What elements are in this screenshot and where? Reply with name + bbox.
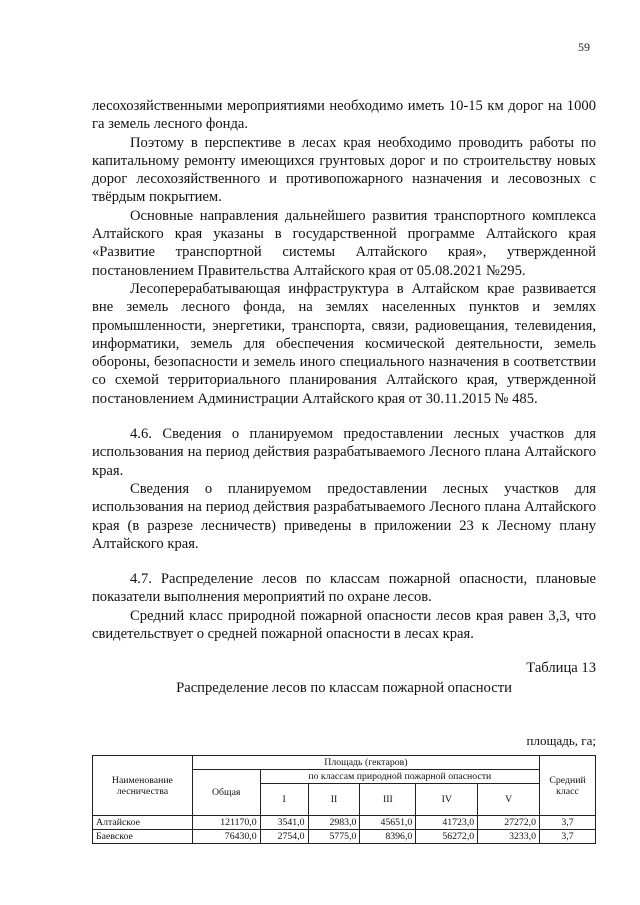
header-class-1: I	[260, 784, 308, 816]
row-class-4: 56272,0	[416, 830, 478, 844]
header-avg-class: Средний класс	[540, 756, 596, 816]
paragraph-processing-infrastructure: Лесоперерабатывающая инфраструктура в Алтайском крае развивается вне земель лесного фонда, на землях населенных пунктов и землях промышленности, энергетики, транспорта, связи, радиовещания, телевидения, информатики, земель для обеспечения космической деятельности, земель обороны, безопасности и земель иного специального назначения в соответствии со схемой территориального планирования Алтайского края, утвержденной постановлением Администрации Алтайского края от 30.11.2015 № 485.	[92, 280, 596, 407]
fire-class-table	[92, 755, 596, 844]
table-title: Распределение лесов по классам пожарной опасности	[176, 680, 512, 697]
document-body	[92, 97, 596, 844]
row-class-5: 27272,0	[478, 816, 540, 830]
row-class-1: 2754,0	[260, 830, 308, 844]
header-class-4: IV	[416, 784, 478, 816]
section-heading-4-7: 4.7. Распределение лесов по классам пожарной опасности, плановые показатели выполнения мероприятий по охране лесов.	[92, 571, 596, 606]
section-heading-4-6: 4.6. Сведения о планируемом предоставлении лесных участков для использования на период действия разрабатываемого Лесного плана Алтайского края.	[92, 426, 596, 479]
row-name: Баевское	[93, 830, 193, 844]
row-class-3: 45651,0	[360, 816, 416, 830]
row-class-5: 3233,0	[478, 830, 540, 844]
row-total: 121170,0	[192, 816, 260, 830]
row-total: 76430,0	[192, 830, 260, 844]
table-row	[93, 816, 596, 830]
table-header-row-1	[93, 756, 596, 770]
row-avg-class: 3,7	[540, 816, 596, 830]
header-class-2: II	[308, 784, 360, 816]
row-avg-class: 3,7	[540, 830, 596, 844]
table-row	[93, 830, 596, 844]
paragraph-land-plots: Сведения о планируемом предоставлении лесных участков для использования на период действия разрабатываемого Лесного плана Алтайского края (в разрезе лесничеств) приведены в приложении 23 к Лесному плану Алтайского края.	[92, 480, 596, 552]
header-total: Общая	[192, 770, 260, 816]
row-name: Алтайское	[93, 816, 193, 830]
header-class-5: V	[478, 784, 540, 816]
paragraph-fire-class: Средний класс природной пожарной опасности лесов края равен 3,3, что свидетельствует о средней пожарной опасности в лесах края.	[92, 607, 596, 643]
row-class-2: 2983,0	[308, 816, 360, 830]
table-label: Таблица 13	[526, 660, 596, 677]
paragraph-roads-continued: лесохозяйственными мероприятиями необходимо иметь 10-15 км дорог на 1000 га земель лесного фонда.	[92, 98, 596, 133]
header-name: Наименование лесничества	[93, 756, 193, 816]
header-class-3: III	[360, 784, 416, 816]
header-by-class: по классам природной пожарной опасности	[260, 770, 539, 784]
row-class-3: 8396,0	[360, 830, 416, 844]
page-number: 59	[578, 40, 590, 54]
header-area: Площадь (гектаров)	[192, 756, 539, 770]
paragraph-transport-program: Основные направления дальнейшего развития транспортного комплекса Алтайского края указаны в государственной программе Алтайского края «Развитие транспортной системы Алтайского края», утвержденной постановлением Правительства Алтайского края от 05.08.2021 №295.	[92, 207, 596, 279]
table-units: площадь, га;	[526, 733, 596, 749]
row-class-2: 5775,0	[308, 830, 360, 844]
paragraph-roads-repair: Поэтому в перспективе в лесах края необходимо проводить работы по капитальному ремонту имеющихся грунтовых дорог и по строительству новых дорог лесохозяйственного и противопожарного назначения и лесовозных с твёрдым покрытием.	[92, 134, 596, 206]
row-class-1: 3541,0	[260, 816, 308, 830]
row-class-4: 41723,0	[416, 816, 478, 830]
